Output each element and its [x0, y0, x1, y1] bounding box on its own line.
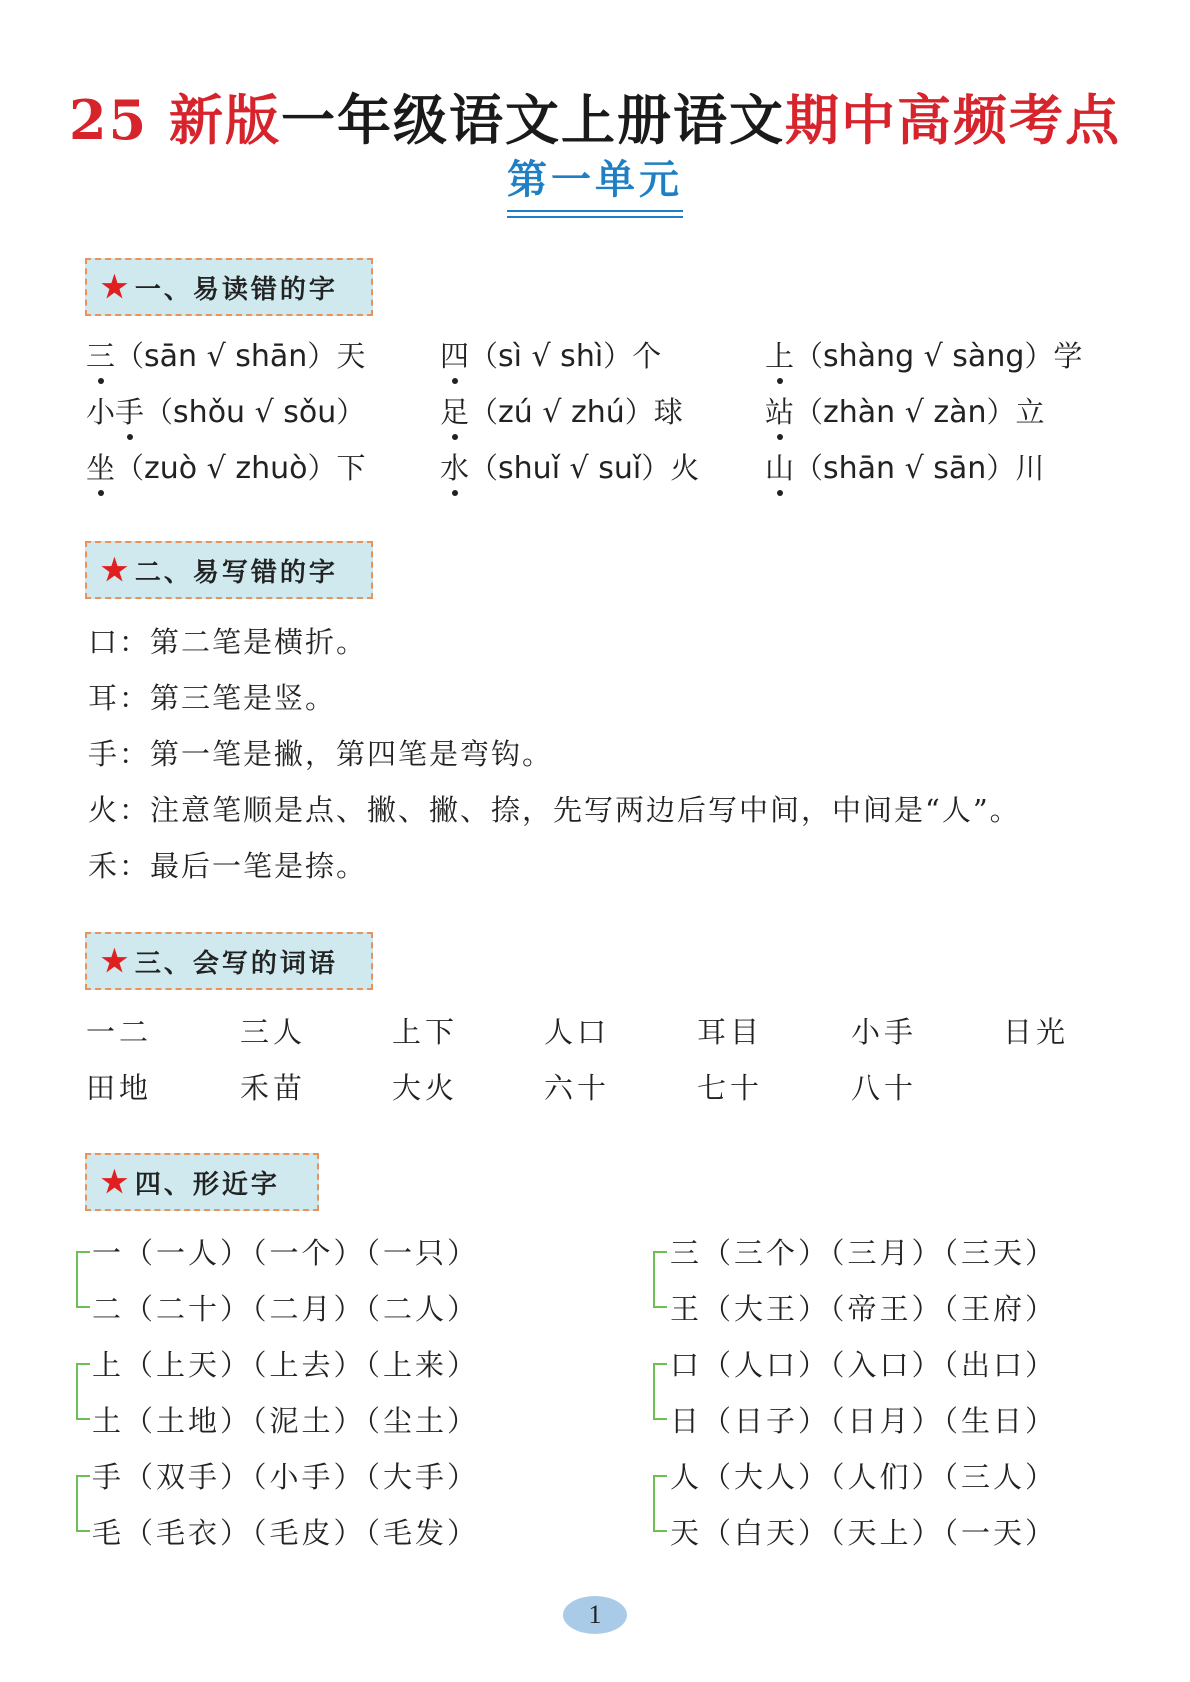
open-paren: （	[115, 339, 145, 373]
title-grade: 一年级语文上册语文	[280, 88, 785, 152]
open-paren: （	[794, 451, 824, 485]
vocab-word: 一二	[86, 1015, 153, 1049]
star-icon: ★	[101, 269, 131, 305]
pinyin-options: shàng √ sàng	[823, 339, 1025, 374]
word-suffix: 立	[1015, 395, 1045, 429]
open-paren: （	[115, 451, 145, 485]
pinyin-options: shǒu √ sǒu	[173, 395, 337, 430]
word-suffix: 学	[1053, 339, 1083, 373]
target-character: 山	[765, 446, 794, 487]
word-suffix: 天	[336, 339, 366, 373]
group-bracket	[653, 1251, 667, 1308]
pronunciation-item	[86, 390, 365, 431]
group-bracket	[76, 1251, 90, 1308]
target-character: 三	[86, 334, 115, 375]
vocab-word: 八十	[851, 1071, 918, 1105]
target-character: 四	[440, 334, 469, 375]
section-heading-label: 二、易写错的字	[134, 557, 338, 588]
target-character: 站	[765, 390, 794, 431]
vocab-word: 田地	[86, 1071, 153, 1105]
section-heading-1	[85, 258, 373, 316]
target-character: 手	[115, 390, 144, 431]
similar-char-line: 毛（毛衣）（毛皮）（毛发）	[92, 1516, 480, 1550]
similar-char-line: 口（人口）（入口）（出口）	[670, 1348, 1058, 1382]
open-paren: （	[469, 339, 499, 373]
section-heading-label: 四、形近字	[134, 1169, 280, 1200]
open-paren: （	[469, 395, 499, 429]
stroke-note: 口：第二笔是横折。	[88, 625, 368, 659]
open-paren: （	[144, 395, 174, 429]
close-paren: ）	[641, 451, 671, 485]
similar-char-line: 人（大人）（人们）（三人）	[670, 1460, 1058, 1494]
pronunciation-item	[440, 390, 683, 431]
vocab-word: 耳目	[697, 1015, 764, 1049]
pronunciation-item	[765, 446, 1044, 487]
pronunciation-item	[765, 334, 1082, 375]
group-bracket	[76, 1475, 90, 1532]
section-heading-3	[85, 932, 373, 990]
close-paren: ）	[624, 395, 654, 429]
vocab-word: 禾苗	[240, 1071, 307, 1105]
similar-char-line: 上（上天）（上去）（上来）	[92, 1348, 480, 1382]
subtitle-underline-2	[507, 216, 683, 218]
target-character: 坐	[86, 446, 115, 487]
open-paren: （	[469, 451, 499, 485]
similar-char-line: 王（大王）（帝王）（王府）	[670, 1292, 1058, 1326]
pronunciation-item	[440, 334, 661, 375]
pronunciation-item	[440, 446, 699, 487]
star-icon: ★	[101, 943, 131, 979]
stroke-note: 禾：最后一笔是捺。	[88, 849, 368, 883]
pinyin-options: zuò √ zhuò	[144, 451, 308, 486]
pronunciation-item	[86, 446, 366, 487]
vocab-word: 小手	[851, 1015, 918, 1049]
word-prefix: 小	[86, 395, 116, 429]
pronunciation-item	[86, 334, 365, 375]
group-bracket	[653, 1475, 667, 1532]
pinyin-options: shān √ sān	[823, 451, 987, 486]
section-heading-4	[85, 1153, 319, 1211]
pronunciation-item	[765, 390, 1045, 431]
open-paren: （	[794, 395, 824, 429]
close-paren: ）	[986, 395, 1016, 429]
similar-char-line: 土（土地）（泥土）（尘土）	[92, 1404, 480, 1438]
close-paren: ）	[603, 339, 633, 373]
similar-char-line: 天（白天）（天上）（一天）	[670, 1516, 1058, 1550]
similar-char-line: 二（二十）（二月）（二人）	[92, 1292, 480, 1326]
pinyin-options: sì √ shì	[498, 339, 604, 374]
similar-char-line: 日（日子）（日月）（生日）	[670, 1404, 1058, 1438]
open-paren: （	[794, 339, 824, 373]
similar-char-line: 一（一人）（一个）（一只）	[92, 1236, 480, 1270]
word-suffix: 火	[670, 451, 700, 485]
unit-subtitle: 第一单元	[507, 156, 683, 203]
title-topic: 期中高频考点	[784, 88, 1121, 152]
vocab-word: 日光	[1003, 1015, 1070, 1049]
section-heading-label: 一、易读错的字	[134, 274, 338, 305]
star-icon: ★	[101, 552, 131, 588]
star-icon: ★	[101, 1164, 131, 1200]
word-suffix: 川	[1015, 451, 1045, 485]
vocab-word: 人口	[544, 1015, 611, 1049]
page-title	[0, 78, 1190, 155]
pinyin-options: sān √ shān	[144, 339, 308, 374]
target-character: 足	[440, 390, 469, 431]
group-bracket	[76, 1363, 90, 1420]
stroke-note: 耳：第三笔是竖。	[88, 681, 337, 715]
close-paren: ）	[1024, 339, 1054, 373]
vocab-word: 上下	[392, 1015, 459, 1049]
word-suffix: 球	[653, 395, 683, 429]
target-character: 上	[765, 334, 794, 375]
stroke-note: 火：注意笔顺是点、撇、撇、捺，先写两边后写中间，中间是“人”。	[88, 793, 1021, 827]
stroke-note: 手：第一笔是撇，第四笔是弯钩。	[88, 737, 554, 771]
word-suffix: 个	[632, 339, 662, 373]
vocab-word: 三人	[240, 1015, 307, 1049]
similar-char-line: 手（双手）（小手）（大手）	[92, 1460, 480, 1494]
similar-char-line: 三（三个）（三月）（三天）	[670, 1236, 1058, 1270]
title-year: 25 新版	[69, 88, 281, 152]
close-paren: ）	[307, 451, 337, 485]
pinyin-options: zhàn √ zàn	[823, 395, 987, 430]
pinyin-options: zú √ zhú	[498, 395, 625, 430]
group-bracket	[653, 1363, 667, 1420]
close-paren: ）	[307, 339, 337, 373]
subtitle-underline	[507, 210, 683, 212]
close-paren: ）	[986, 451, 1016, 485]
target-character: 水	[440, 446, 469, 487]
word-suffix: 下	[336, 451, 366, 485]
vocab-word: 七十	[697, 1071, 764, 1105]
section-heading-2	[85, 541, 373, 599]
section-heading-label: 三、会写的词语	[134, 948, 338, 979]
vocab-word: 六十	[544, 1071, 611, 1105]
vocab-word: 大火	[392, 1071, 459, 1105]
close-paren: ）	[336, 395, 366, 429]
pinyin-options: shuǐ √ suǐ	[498, 451, 642, 486]
page-number: 1	[563, 1596, 627, 1634]
